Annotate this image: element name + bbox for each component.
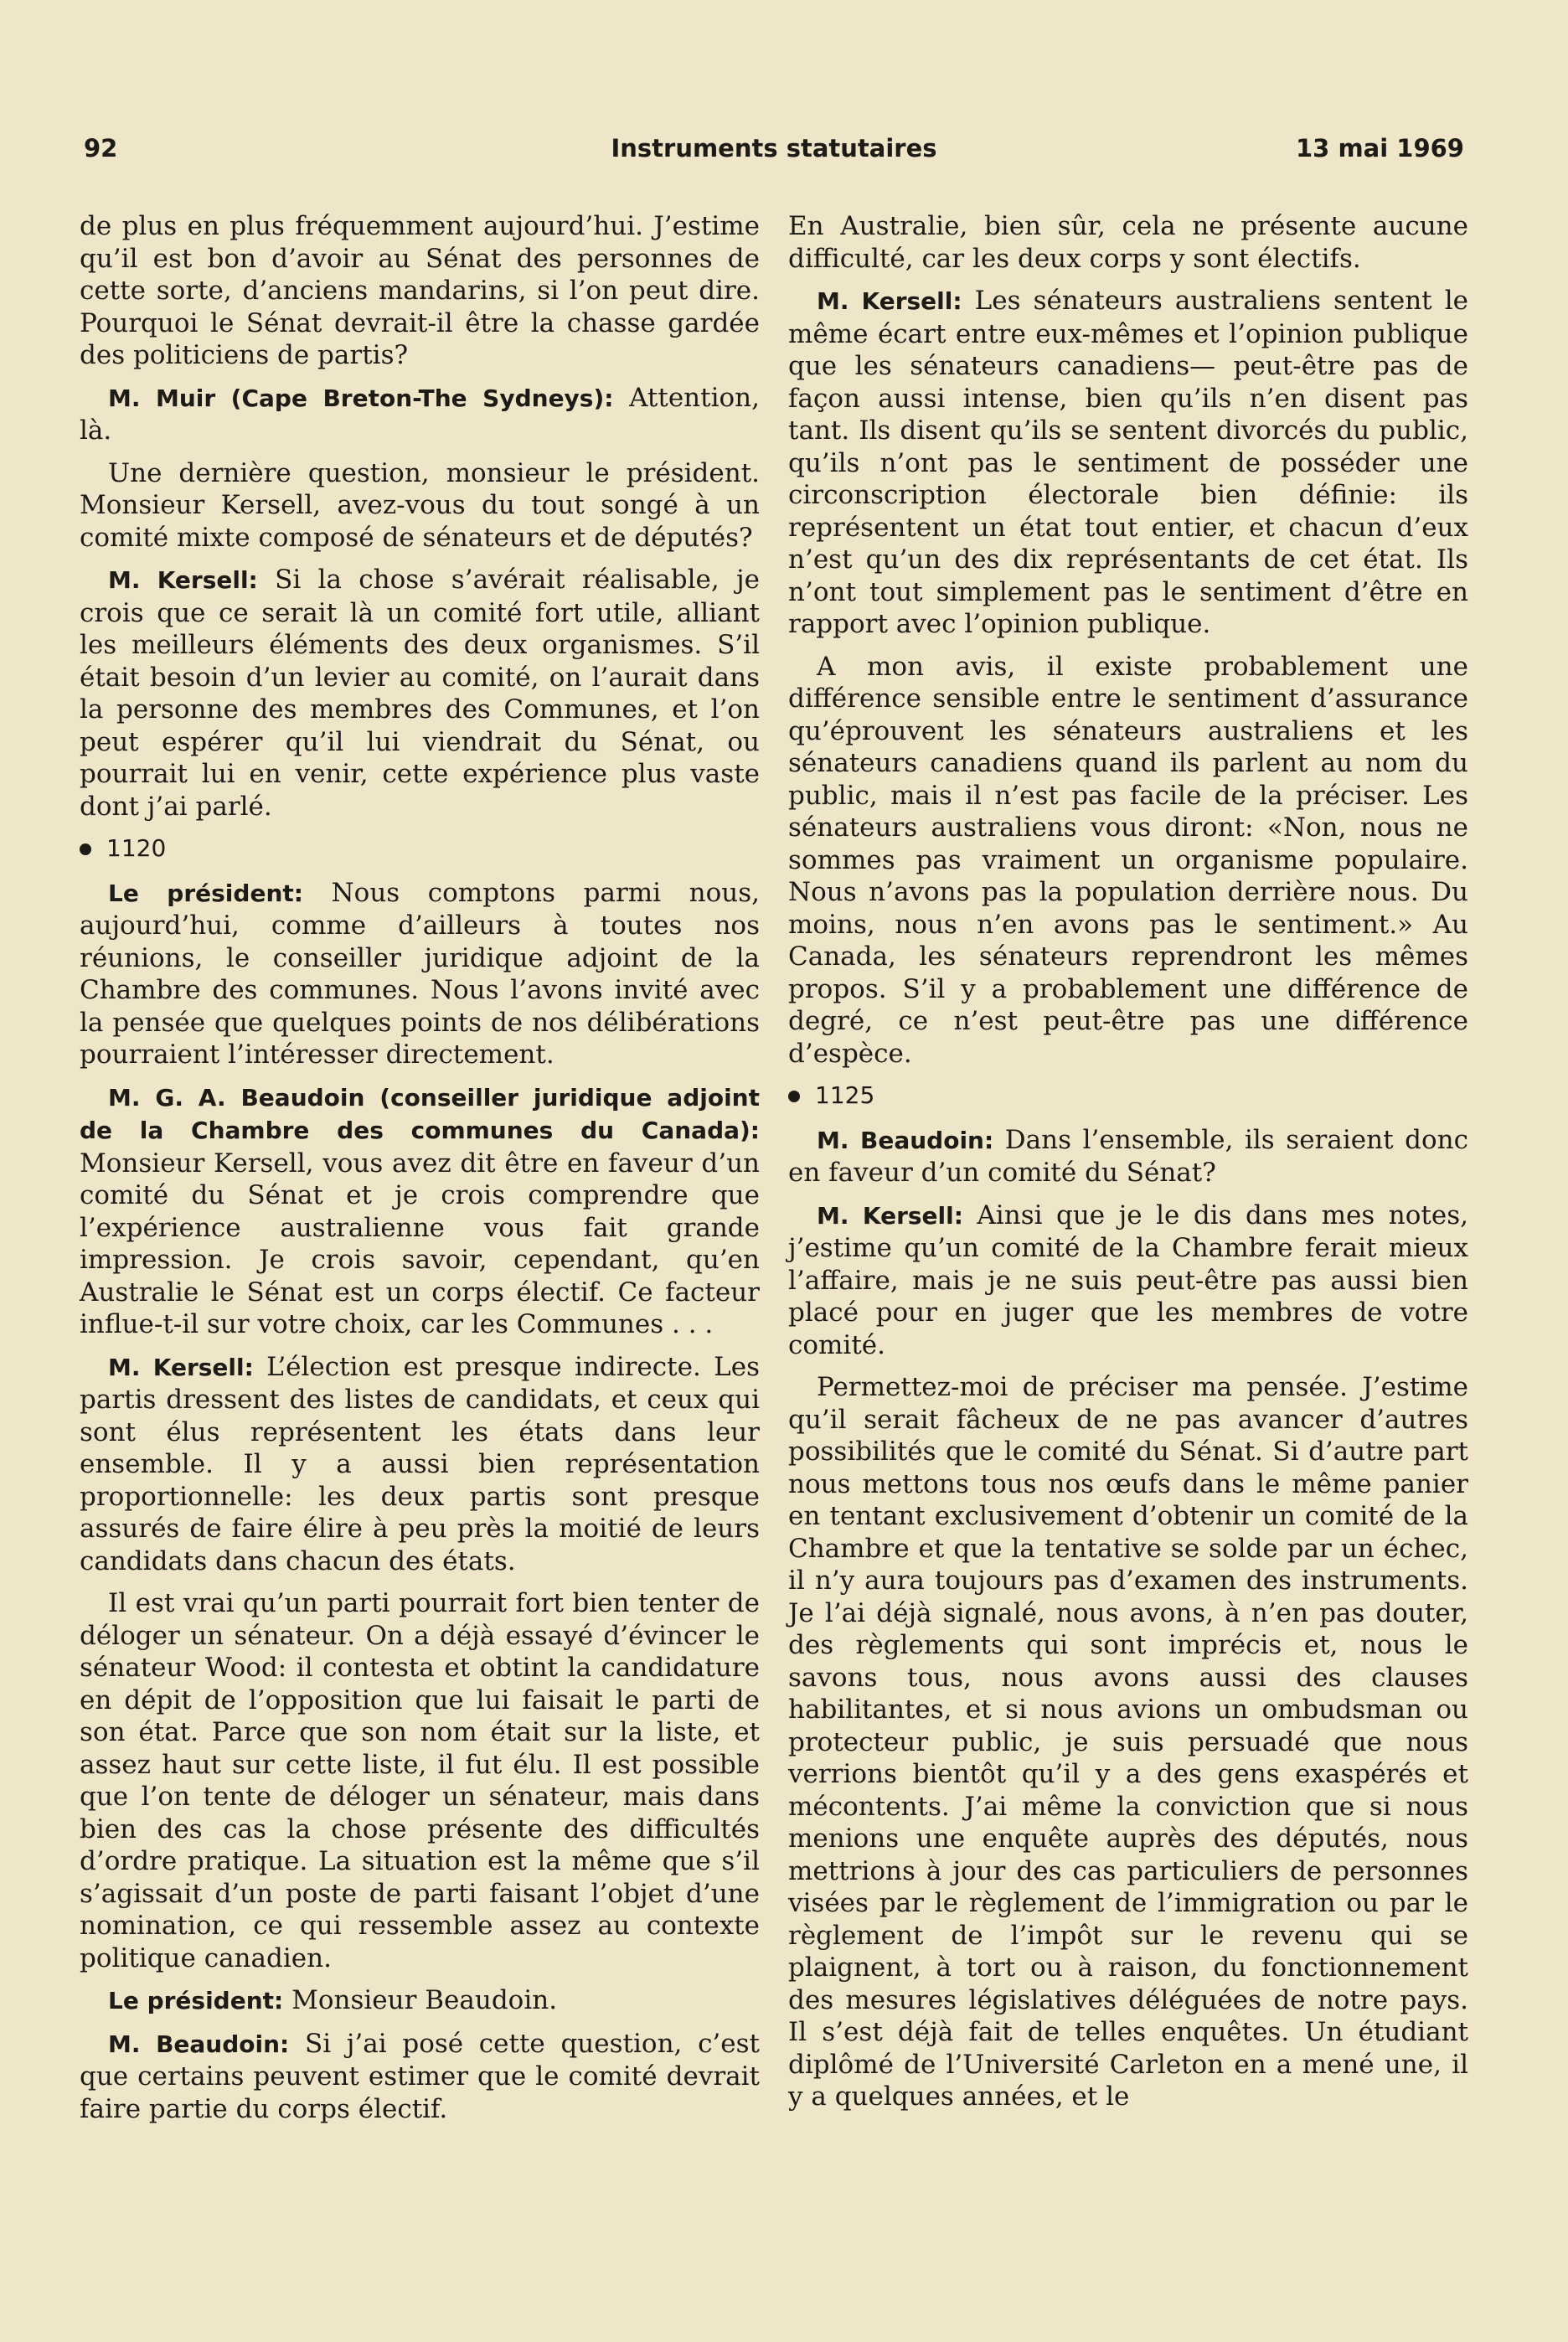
running-title: Instruments statutaires (611, 134, 937, 162)
speech-text: Nous comptons parmi nous, aujourd’hui, comme d’ailleurs à toutes nos réunions, le conseiller juridique adjoint de la Chambre des communes. Nous l’avons invité avec la pensée que quelques points de nos délibérations pourraient l’intéresser directement. (80, 877, 761, 1070)
speech-text: Monsieur Beaudoin. (283, 1985, 558, 2015)
time-marker (80, 833, 760, 865)
paragraph (80, 1351, 760, 1578)
paragraph: Il est vrai qu’un parti pourrait fort bien tenter de déloger un sénateur. On a déjà essayé d’évincer le sénateur Wood: il contesta et obtint la candidature en dépit de l’opposition que lui faisait le parti de son état. Parce que son nom était sur la liste, et assez haut sur cette liste, il fut élu. Il est possible que l’on tente de déloger un sénateur, mais dans bien des cas la chose présente des difficultés d’ordre pratique. La situation est la même que s’il s’agissait d’un poste de parti faisant l’objet d’une nomination, ce qui ressemble assez au contexte politique canadien. (80, 1588, 760, 1973)
time-stamp: 1125 (815, 1081, 875, 1109)
speaker-name: M. Beaudoin: (817, 1126, 994, 1154)
bullet-icon (80, 843, 91, 855)
paragraph: de plus en plus fréquemment aujourd’hui. J’estime qu’il est bon d’avoir au Sénat des personnes de cette sorte, d’anciens mandarins, si l’on peut dire. Pourquoi le Sénat devrait-il être la chasse gardée des politiciens de partis? (80, 211, 760, 370)
speaker-name: Le président: (108, 1987, 284, 2014)
speaker-name: M. Kersell: (108, 566, 258, 594)
header-date: 13 mai 1969 (1296, 134, 1464, 162)
speaker-name: M. G. A. Beaudoin (conseiller juridique adjoint de la Chambre des communes du Canada): (80, 1083, 760, 1144)
paragraph: En Australie, bien sûr, cela ne présente aucune difficulté, car les deux corps y sont électifs. (788, 211, 1468, 274)
paragraph (80, 382, 760, 447)
time-stamp: 1120 (106, 834, 167, 862)
speech-text: Les sénateurs australiens sentent le même écart entre eux-mêmes et l’opinion publique que les sénateurs canadiens— peut-être pas de façon aussi intense, bien qu’ils n’en disent pas tant. Ils disent qu’ils se sentent divorcés du public, qu’ils n’ont pas le sentiment de posséder une circonscription électorale bien définie: ils représentent un état tout entier, et chacun d’eux n’est qu’un des dix représentants de cet état. Ils n’ont tout simplement pas le sentiment d’être en rapport avec l’opinion publique. (788, 286, 1468, 639)
paragraph (788, 285, 1468, 641)
paragraph (80, 877, 760, 1071)
speaker-name: M. Beaudoin: (108, 2030, 290, 2058)
right-column (788, 210, 1468, 2123)
speech-text: L’élection est presque indirecte. Les partis dressent des listes de candidats, et ceux qui sont élus représentent les états dans leur ensemble. Il y a aussi bien représentation proportionnelle: les deux partis sont presque assurés de faire élire à peu près la moitié de leurs candidats dans chacun des états. (80, 1351, 760, 1576)
left-column (80, 210, 760, 2135)
speaker-name: M. Kersell: (108, 1353, 254, 1381)
paragraph: Une dernière question, monsieur le président. Monsieur Kersell, avez-vous du tout songé à un comité mixte composé de sénateurs et de députés? (80, 457, 760, 553)
page-header (84, 134, 1464, 171)
speech-text: Monsieur Kersell, vous avez dit être en faveur d’un comité du Sénat et je crois comprendre que l’expérience australienne vous fait grande impression. Je crois savoir, cependant, qu’en Australie le Sénat est un corps électif. Ce facteur influe-t-il sur votre choix, car les Communes . . . (80, 1148, 760, 1339)
paragraph: A mon avis, il existe probablement une différence sensible entre le sentiment d’assurance qu’éprouvent les sénateurs australiens et les sénateurs canadiens quand ils parlent au nom du public, mais il n’est pas facile de la préciser. Les sénateurs australiens vous diront: «Non, nous ne sommes pas vraiment un organisme populaire. Nous n’avons pas la population derrière nous. Du moins, nous n’en avons pas le sentiment.» Au Canada, les sénateurs reprendront les mêmes propos. S’il y a probablement une différence de degré, ce n’est peut-être pas une différence d’espèce. (788, 651, 1468, 1069)
speech-text: Si j’ai posé cette question, c’est que certains peuvent estimer que le comité devrait faire partie du corps électif. (80, 2028, 761, 2124)
speech-text: Dans l’ensemble, ils seraient donc en faveur d’un comité du Sénat? (788, 1124, 1468, 1188)
speaker-name: M. Muir (Cape Breton-The Sydneys): (108, 384, 614, 412)
paragraph (788, 1199, 1468, 1362)
paragraph (80, 1081, 760, 1341)
paragraph: Permettez-moi de préciser ma pensée. J’estime qu’il serait fâcheux de ne pas avancer d’autres possibilités que le comité du Sénat. Si d’autre part nous mettons tous nos œufs dans le même panier en tentant exclusivement d’obtenir un comité de la Chambre et que la tentative se solde par un échec, il n’y aura toujours pas d’examen des instruments. Je l’ai déjà signalé, nous avons, à n’en pas douter, des règlements qui sont imprécis et, nous le savons tous, nous avons aussi des clauses habilitantes, et si nous avions un ombudsman ou protecteur public, je suis persuadé que nous verrions bientôt qu’il y a des gens exaspérés et mécontents. J’ai même la conviction que si nous menions une enquête auprès des députés, nous mettrions à jour des cas particuliers de personnes visées par le règlement de l’immigration ou par le règlement de l’impôt sur le revenu qui se plaignent, à tort ou à raison, du fonctionnement des mesures législatives déléguées de notre pays. Il s’est déjà fait de telles enquêtes. Un étudiant diplômé de l’Université Carleton en a mené une, il y a quelques années, et le (788, 1372, 1468, 2112)
speech-text: Si la chose s’avérait réalisable, je crois que ce serait là un comité fort utile, alliant les meilleurs éléments des deux organismes. S’il était besoin d’un levier au comité, on l’aurait dans la personne des membres des Communes, et l’on peut espérer qu’il lui viendrait du Sénat, ou pourrait lui en venir, cette expérience plus vaste dont j’ai parlé. (80, 565, 760, 822)
bullet-icon (788, 1091, 800, 1102)
paragraph (80, 1984, 760, 2018)
speech-text: Attention, là. (80, 382, 760, 446)
speaker-name: M. Kersell: (817, 287, 962, 315)
paragraph (788, 1124, 1468, 1189)
speech-text: Ainsi que je le dis dans mes notes, j’estime qu’un comité de la Chambre ferait mieux l’affaire, mais je ne suis peut-être pas aussi bien placé pour en juger que les membres de votre comité. (788, 1199, 1468, 1360)
paragraph (80, 564, 760, 823)
page-number: 92 (84, 134, 118, 162)
speaker-name: Le président: (108, 879, 303, 907)
time-marker (788, 1080, 1468, 1112)
paragraph (80, 2028, 760, 2126)
speaker-name: M. Kersell: (817, 1201, 963, 1230)
